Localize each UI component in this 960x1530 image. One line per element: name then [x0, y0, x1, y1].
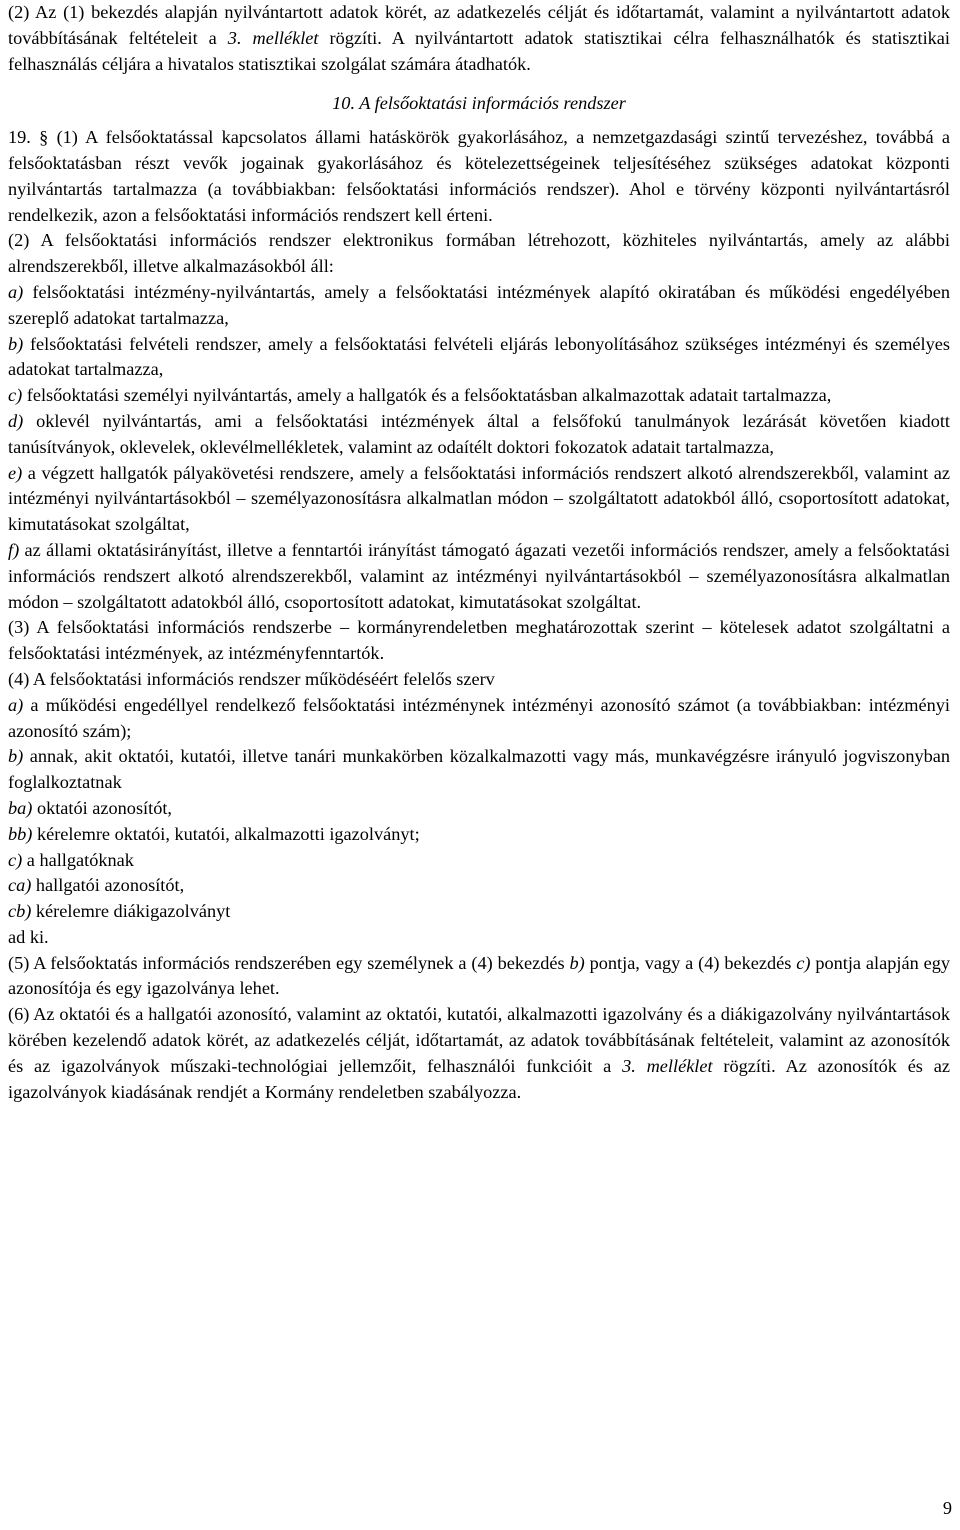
list-item-e: e) a végzett hallgatók pályakövetési rendszere, amely a felsőoktatási információs rendszert alkotó alrendszerekből, valamint az intézményi nyilvántartásokból – személyazonosításra alkalmatlan módon – szolgáltatott adatokból álló, csoportosított adatokat, kimutatásokat szolgáltat, [8, 462, 950, 535]
annex-reference: 3. melléklet [227, 27, 319, 48]
section-19-paragraph-1: 19. § (1) A felsőoktatással kapcsolatos állami hatáskörök gyakorlásához, a nemzetgazdasági szintű tervezéshez, továbbá a felsőoktatásban részt vevők jogainak gyakorlásához és kötelezettségeinek teljesítéséhez szükséges adatokat központi nyilvántartás tartalmazza (a továbbiakban: felsőoktatási információs rendszer). Ahol e törvény központi nyilvántartásról rendelkezik, azon a felsőoktatási információs rendszert kell érteni. [8, 127, 950, 225]
paragraph-2-previous-section: (2) Az (1) bekezdés alapján nyilvántartott adatok körét, az adatkezelés célját és időtartamát, valamint a nyilvántartott adatok továbbításának feltételeit a 3. melléklet rögzíti. A nyilvántartott adatok statisztikai célra felhasználhatók és statisztikai felhasználás céljára a hivatalos statisztikai szolgálat számára átadhatók. [8, 2, 950, 74]
list-item-f: f) az állami oktatásirányítást, illetve a fenntartói irányítást támogató ágazati vezetői információs rendszer, amely a felsőoktatási információs rendszert alkotó alrendszerekből, valamint az intézményi nyilvántartásokból – személyazonosításra alkalmatlan módon – szolgáltatott adatokból álló, csoportosított adatokat, kimutatásokat szolgáltat. [8, 539, 950, 612]
section-19-paragraph-4: (4) A felsőoktatási információs rendszer működéséért felelős szerv [8, 668, 495, 689]
list-item-4a: a) a működési engedéllyel rendelkező felsőoktatási intézménynek intézményi azonosító számot (a továbbiakban: intézményi azonosító szám); [8, 694, 950, 741]
list-item-4b: b) annak, akit oktatói, kutatói, illetve tanári munkakörben közalkalmazotti vagy más, munkavégzésre irányuló jogviszonyban foglalkoztatnak [8, 746, 950, 793]
list-item-4cb: cb) kérelemre diákigazolványt [8, 901, 231, 922]
section-19-paragraph-2: (2) A felsőoktatási információs rendszer elektronikus formában létrehozott, közhiteles nyilvántartás, amely az alábbi alrendszerekből, illetve alkalmazásokból áll: [8, 230, 950, 277]
list-item-4c: c) a hallgatóknak [8, 849, 134, 870]
paragraph-4-closing: ad ki. [8, 926, 49, 947]
list-item-d: d) oklevél nyilvántartás, ami a felsőoktatási intézmények által a felsőfokú tanulmányok lezárását követően kiadott tanúsítványok, oklevelek, oklevélmellékletek, valamint az odaítélt doktori fokozatok adatait tartalmazza, [8, 410, 950, 457]
list-item-4ca: ca) hallgatói azonosítót, [8, 875, 185, 896]
section-heading: 10. A felsőoktatási információs rendszer [332, 93, 626, 114]
section-19-paragraph-3: (3) A felsőoktatási információs rendszerbe – kormányrendeletben meghatározottak szerint – kötelesek adatot szolgáltatni a felsőoktatási intézmények, az intézményfenntartók. [8, 617, 950, 664]
list-item-c: c) felsőoktatási személyi nyilvántartás, amely a hallgatók és a felsőoktatásban alkalmazottak adatait tartalmazza, [8, 385, 832, 406]
section-19-paragraph-5: (5) A felsőoktatás információs rendszerében egy személynek a (4) bekezdés b) pontja, vagy a (4) bekezdés c) pontja alapján egy azonosítója és egy igazolványa lehet. [8, 952, 950, 999]
list-item-4bb: bb) kérelemre oktatói, kutatói, alkalmazotti igazolványt; [8, 823, 420, 844]
list-item-a: a) felsőoktatási intézmény-nyilvántartás, amely a felsőoktatási intézmények alapító okiratában és működési engedélyében szereplő adatokat tartalmazza, [8, 281, 950, 328]
list-item-b: b) felsőoktatási felvételi rendszer, amely a felsőoktatási felvételi eljárás lebonyolításához szükséges intézményi és személyes adatokat tartalmazza, [8, 333, 950, 380]
section-19-paragraph-6: (6) Az oktatói és a hallgatói azonosító, valamint az oktatói, kutatói, alkalmazotti igazolvány és a diákigazolvány nyilvántartások körében kezelendő adatok körét, az adatkezelés célját, időtartamát, az adatok továbbításának feltételeit, valamint az azonosítók és az igazolványok műszaki-technológiai jellemzőit, felhasználói funkcióit a 3. melléklet rögzíti. Az azonosítók és az igazolványok kiadásának rendjét a Kormány rendeletben szabályozza. [8, 1004, 950, 1102]
annex-reference: 3. melléklet [622, 1055, 713, 1076]
list-item-4ba: ba) oktatói azonosítót, [8, 797, 173, 818]
page-number: 9 [942, 1498, 952, 1519]
document-content [8, 0, 950, 1105]
